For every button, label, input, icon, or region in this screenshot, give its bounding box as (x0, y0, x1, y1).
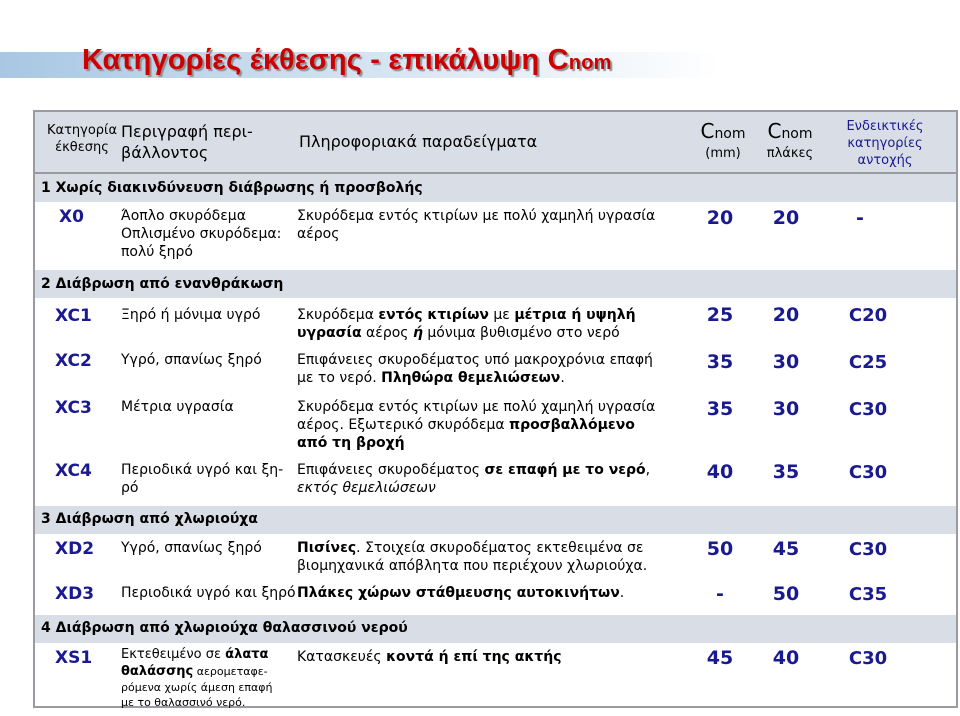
desc-xs1: Εκτεθειμένο σε άλατα θαλάσσης αερομεταφε- ρόμενα χωρίς άμεση επαφή με το θαλασσινό νερό. (121, 647, 273, 709)
slab-xd3: 50 (772, 583, 800, 605)
example-xc1: Σκυρόδεμα εντός κτιρίων με μέτρια ή υψηλή υγρασία αέρος ή μόνιμα βυθισμένο στο νερό (297, 307, 636, 341)
section-2-title: 2 Διάβρωση από ενανθράκωση (41, 276, 284, 292)
cnom-xs1: 45 (706, 647, 734, 669)
class-xc4: C30 (848, 462, 888, 483)
slide-title: Κατηγορίες έκθεσης - επικάλυψη Cnom (82, 44, 612, 76)
code-xs1: XS1 (55, 648, 93, 668)
desc-xc1: Ξηρό ή μόνιμα υγρό (121, 307, 261, 323)
example-x0: Σκυρόδεμα εντός κτιρίων με πολύ χαμηλή υγρασία αέρος (297, 208, 656, 242)
cnom-xc3: 35 (706, 398, 734, 420)
class-xc2: C25 (848, 352, 888, 373)
cnom-xc1: 25 (706, 304, 734, 326)
desc-xd2: Υγρό, σπανίως ξηρό (121, 540, 262, 556)
desc-x0: Άοπλο σκυρόδεμα Οπλισμένο σκυρόδεμα: πολύ ξηρό (121, 208, 282, 260)
code-xc4: XC4 (55, 461, 92, 481)
cnom-xd3: - (716, 583, 724, 605)
code-xc3: XC3 (55, 398, 92, 418)
cnom-xd2: 50 (706, 538, 734, 560)
slab-xs1: 40 (772, 647, 800, 669)
slab-xd2: 45 (772, 538, 800, 560)
slab-xc4: 35 (772, 461, 800, 483)
example-xd2: Πισίνες. Στοιχεία σκυροδέματος εκτεθειμένα σε βιομηχανικά απόβλητα που περιέχουν χλωριούχα. (297, 540, 648, 574)
exposure-table (33, 110, 958, 708)
slab-xc2: 30 (772, 351, 800, 373)
code-xc1: XC1 (55, 306, 92, 326)
header-cnom-mm: Cnom (mm) (700, 119, 746, 161)
example-xs1: Κατασκευές κοντά ή επί της ακτής (297, 649, 562, 665)
example-xc2: Επιφάνειες σκυροδέματος υπό μακροχρόνια επαφή με το νερό. Πληθώρα θεμελιώσεων. (297, 352, 653, 386)
class-x0: - (856, 207, 864, 229)
header-category: Κατηγορία έκθεσης (46, 123, 118, 155)
slab-xc3: 30 (772, 398, 800, 420)
desc-xc3: Μέτρια υγρασία (121, 399, 234, 415)
example-xc3: Σκυρόδεμα εντός κτιρίων με πολύ χαμηλή υγρασία αέρος. Εξωτερικό σκυρόδεμα προσβαλλόμενο από τη βροχή (297, 399, 656, 451)
class-xd2: C30 (848, 539, 888, 560)
code-xd2: XD2 (55, 539, 95, 559)
header-description: Περιγραφή περι- βάλλοντος (121, 122, 253, 162)
desc-xd3: Περιοδικά υγρό και ξηρό (121, 585, 296, 601)
code-x0: X0 (59, 207, 84, 227)
code-xd3: XD3 (55, 584, 95, 604)
header-strength-classes: Ενδεικτικές κατηγορίες αντοχής (846, 119, 924, 168)
header-cnom-slabs: Cnom πλάκες (766, 119, 814, 161)
class-xc3: C30 (848, 399, 888, 420)
section-3-title: 3 Διάβρωση από χλωριούχα (41, 511, 258, 527)
cnom-xc4: 40 (706, 461, 734, 483)
example-xc4: Επιφάνειες σκυροδέματος σε επαφή με το νερό, εκτός θεμελιώσεων (297, 462, 651, 496)
slab-x0: 20 (772, 207, 800, 229)
section-4-title: 4 Διάβρωση από χλωριούχα θαλασσινού νερού (41, 620, 408, 636)
section-1-title: 1 Χωρίς διακινδύνευση διάβρωσης ή προσβολής (41, 180, 423, 196)
header-examples: Πληροφοριακά παραδείγματα (299, 132, 538, 151)
cnom-x0: 20 (706, 207, 734, 229)
example-xd3: Πλάκες χώρων στάθμευσης αυτοκινήτων. (297, 585, 625, 601)
desc-xc4: Περιοδικά υγρό και ξη- ρό (121, 462, 284, 496)
slab-xc1: 20 (772, 304, 800, 326)
code-xc2: XC2 (55, 351, 92, 371)
class-xc1: C20 (848, 305, 888, 326)
title-subscript: nom (568, 52, 612, 74)
class-xs1: C30 (848, 648, 888, 669)
class-xd3: C35 (848, 584, 888, 605)
desc-xc2: Υγρό, σπανίως ξηρό (121, 352, 262, 368)
cnom-xc2: 35 (706, 351, 734, 373)
